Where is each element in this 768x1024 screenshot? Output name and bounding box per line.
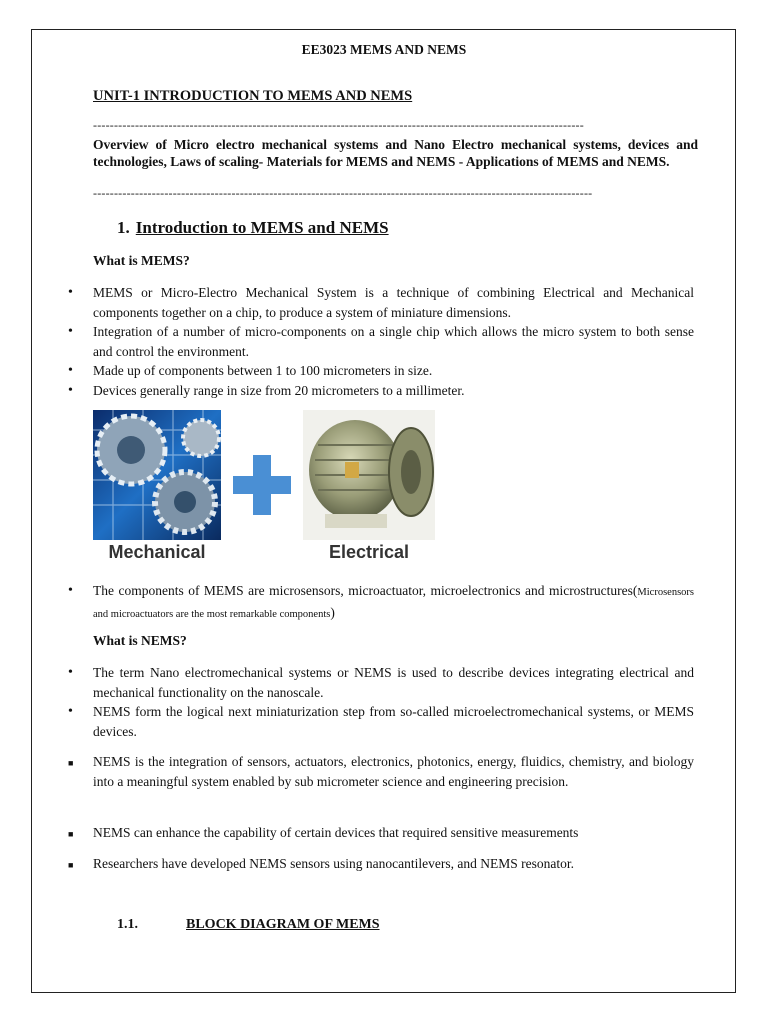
plus-icon [233,455,291,515]
list-item-text: The components of MEMS are microsensors, microactuator, microelectronics and microstructures( [93,583,638,598]
mechanical-electrical-figure [93,410,443,570]
bullet-icon: • [68,285,73,300]
list-item [68,702,694,741]
nems-square-list-3 [68,854,694,874]
gears-image [93,410,221,540]
list-item-text: Integration of a number of micro-components on a single chip which allows the micro system to both sense and control the environment. [93,324,694,359]
subsection-number: 1.1. [117,917,138,932]
bullet-icon: • [68,324,73,339]
list-item-text: NEMS is the integration of sensors, actuators, electronics, photonics, energy, fluidics, chemistry, and biology into a meaningful system enabled by sub micrometer science and engineering precision. [93,754,694,789]
nems-square-list-2 [68,823,694,843]
list-item-text: NEMS form the logical next miniaturization step from so-called microelectromechanical systems, or MEMS devices. [93,704,694,739]
square-bullet-icon: ■ [68,829,74,839]
square-bullet-icon: ■ [68,758,74,768]
subsection-title: BLOCK DIAGRAM OF MEMS [186,917,380,932]
unit-title: UNIT-1 INTRODUCTION TO MEMS AND NEMS [93,88,413,104]
section-number: 1. [117,218,130,237]
nems-question: What is NEMS? [93,633,187,648]
subsection-heading [117,917,380,933]
electrical-label: Electrical [328,542,410,562]
mems-question: What is MEMS? [93,253,190,268]
components-note: Microsensors and microactuators are the most remarkable components [93,587,694,620]
list-item-text: Researchers have developed NEMS sensors using nanocantilevers, and NEMS resonator. [93,856,575,871]
dash-separator-top: --------------------------------------------------------------------------------------------------------------------- [93,118,584,132]
list-item [68,823,694,843]
square-bullet-icon: ■ [68,860,74,870]
components-list [68,581,694,624]
list-item [68,283,694,322]
nems-list [68,663,694,741]
list-item-text: Made up of components between 1 to 100 micrometers in size. [93,363,433,378]
mechanical-label: Mechanical [108,542,206,562]
bullet-icon: • [68,665,73,680]
list-item [68,361,694,381]
mems-list [68,283,694,400]
bullet-icon: • [68,583,73,598]
list-item [68,381,694,401]
motor-image [303,410,435,540]
list-item [68,663,694,702]
bullet-icon: • [68,382,73,398]
nems-square-list-1 [68,752,694,791]
list-item [68,854,694,874]
unit-overview: Overview of Micro electro mechanical systems and Nano Electro mechanical systems, devices and technologies, Laws of scaling- Materials for MEMS and NEMS - Applications of MEMS and NEMS. [93,137,698,169]
section-heading [117,218,389,238]
list-item [68,752,694,791]
closing-paren: ) [330,604,335,620]
list-item [68,322,694,361]
list-item-text: MEMS or Micro-Electro Mechanical System is a technique of combining Electrical and Mechanical components together on a chip, to produce a system of miniature dimensions. [93,285,694,320]
list-item-text: The term Nano electromechanical systems or NEMS is used to describe devices integrating electrical and mechanical functionality on the nanoscale. [93,665,694,700]
bullet-icon: • [68,363,73,378]
course-title: EE3023 MEMS AND NEMS [301,42,467,57]
dash-separator-bottom: ----------------------------------------------------------------------------------------------------------------------- [93,186,593,200]
bullet-icon: • [68,704,73,719]
list-item-text: Devices generally range in size from 20 micrometers to a millimeter. [93,382,465,398]
section-title: Introduction to MEMS and NEMS [135,218,389,237]
list-item-text: NEMS can enhance the capability of certain devices that required sensitive measurements [93,825,579,840]
list-item [68,581,694,624]
